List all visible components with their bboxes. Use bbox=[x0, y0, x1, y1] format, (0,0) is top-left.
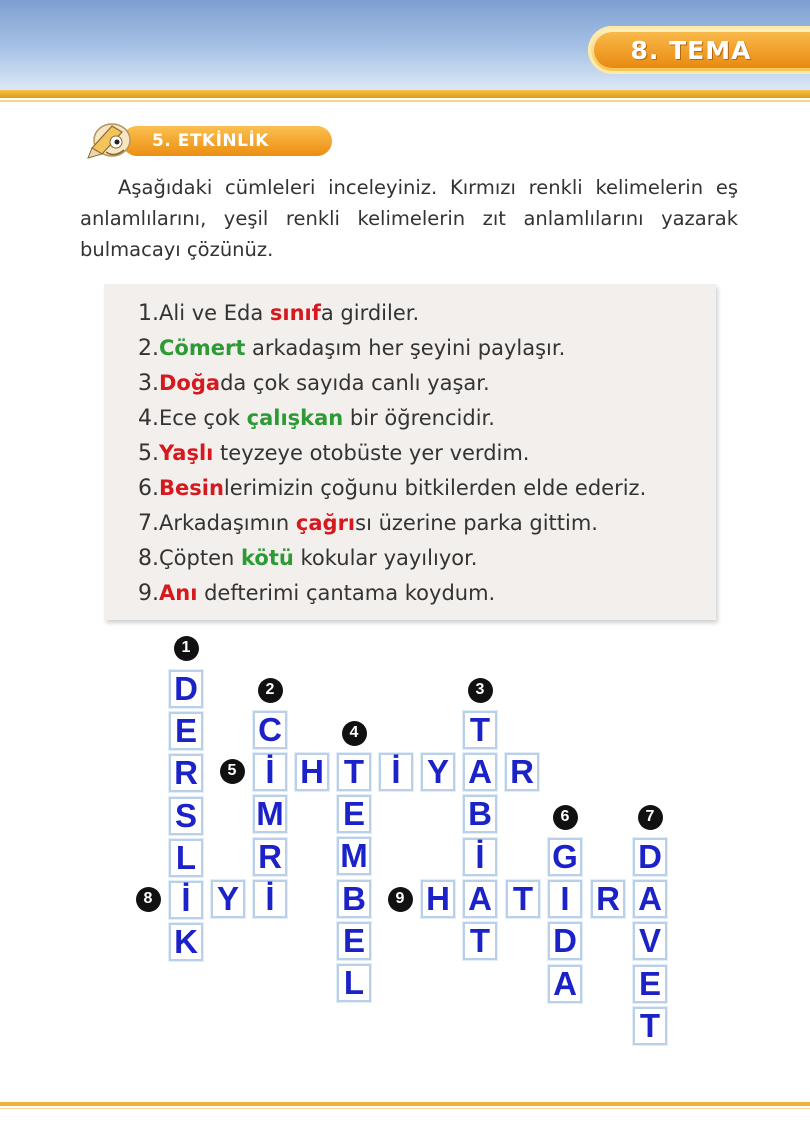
activity-pill bbox=[122, 126, 332, 156]
crossword-cell[interactable]: B bbox=[337, 880, 371, 918]
sentence-text-after: defterimi çantama koydum. bbox=[197, 581, 496, 605]
instruction-text: Aşağıdaki cümleleri inceleyiniz. Kırmızı renkli kelimelerin eş anlamlılarını, yeşil renkli kelimelerin zıt anlamlılarını yazarak bulmacayı çözünüz. bbox=[80, 176, 738, 261]
sentence-3 bbox=[138, 366, 646, 401]
activity-badge bbox=[82, 118, 304, 160]
crossword-cell[interactable]: S bbox=[169, 797, 203, 835]
sentence-text-after: bir öğrencidir. bbox=[343, 406, 495, 430]
sentence-text-before: Ece çok bbox=[159, 406, 247, 430]
crossword-cell[interactable]: L bbox=[169, 839, 203, 877]
sentence-list bbox=[138, 296, 646, 611]
crossword-cell[interactable]: I bbox=[548, 880, 582, 918]
header-rule-thin bbox=[0, 100, 810, 102]
clue-number-2: 2 bbox=[258, 678, 283, 703]
clue-number-3: 3 bbox=[468, 678, 493, 703]
crossword-cell[interactable]: R bbox=[505, 753, 539, 791]
crossword-cell[interactable]: Y bbox=[211, 880, 245, 918]
sentence-number: 4. bbox=[138, 406, 159, 431]
clue-number-1: 1 bbox=[174, 636, 199, 661]
pencil-mascot-icon bbox=[82, 118, 134, 160]
crossword-cell[interactable]: H bbox=[295, 753, 329, 791]
sentence-keyword: çalışkan bbox=[246, 406, 344, 430]
footer-rule-thin bbox=[0, 1108, 810, 1109]
sentence-number: 5. bbox=[138, 441, 159, 466]
sentence-keyword: sınıf bbox=[269, 301, 321, 325]
crossword-cell[interactable]: E bbox=[633, 965, 667, 1003]
crossword-cell[interactable]: T bbox=[463, 922, 497, 960]
sentence-text-after: da çok sayıda canlı yaşar. bbox=[220, 371, 490, 395]
sentence-number: 2. bbox=[138, 336, 159, 361]
crossword-cell[interactable]: T bbox=[506, 880, 540, 918]
crossword-cell[interactable]: M bbox=[337, 837, 371, 875]
crossword-cell[interactable]: A bbox=[633, 880, 667, 918]
sentence-9 bbox=[138, 576, 646, 611]
clue-number-4: 4 bbox=[342, 721, 367, 746]
sentence-2 bbox=[138, 331, 646, 366]
tema-tab bbox=[588, 26, 810, 74]
tema-label: 8. TEMA bbox=[630, 35, 752, 65]
sentence-number: 1. bbox=[138, 301, 159, 326]
crossword-cell[interactable]: L bbox=[337, 964, 371, 1002]
sentence-keyword: çağrı bbox=[295, 511, 356, 535]
crossword-cell[interactable]: D bbox=[633, 838, 667, 876]
crossword-cell[interactable]: R bbox=[253, 838, 287, 876]
crossword-cell[interactable]: V bbox=[633, 922, 667, 960]
sentence-text-after: teyzeye otobüste yer verdim. bbox=[213, 441, 530, 465]
sentence-1 bbox=[138, 296, 646, 331]
crossword-cell[interactable]: İ bbox=[379, 753, 413, 791]
sentence-keyword: kötü bbox=[240, 546, 294, 570]
sentence-text-after: kokular yayılıyor. bbox=[293, 546, 478, 570]
sentence-keyword: Anı bbox=[159, 581, 198, 605]
sentence-text-after: arkadaşım her şeyini paylaşır. bbox=[245, 336, 566, 360]
crossword-cell[interactable]: C bbox=[253, 711, 287, 749]
crossword-cell[interactable]: İ bbox=[463, 838, 497, 876]
crossword-cell[interactable]: B bbox=[463, 795, 497, 833]
crossword-cell[interactable]: İ bbox=[253, 880, 287, 918]
crossword-cell[interactable]: R bbox=[591, 880, 625, 918]
sentence-text-after: a girdiler. bbox=[320, 301, 420, 325]
crossword-cell[interactable]: A bbox=[463, 753, 497, 791]
footer-rule bbox=[0, 1102, 810, 1106]
tema-tab-inner bbox=[594, 32, 810, 68]
sentence-7 bbox=[138, 506, 646, 541]
sentence-keyword: Yaşlı bbox=[159, 441, 214, 465]
sentence-keyword: Cömert bbox=[159, 336, 246, 360]
sentence-4 bbox=[138, 401, 646, 436]
sentence-keyword: Doğa bbox=[159, 371, 221, 395]
crossword-cell[interactable]: D bbox=[548, 922, 582, 960]
sentence-text-after: sı üzerine parka gittim. bbox=[355, 511, 598, 535]
sentence-5 bbox=[138, 436, 646, 471]
crossword-cell[interactable]: H bbox=[421, 880, 455, 918]
crossword-cell[interactable]: T bbox=[633, 1007, 667, 1045]
sentence-6 bbox=[138, 471, 646, 506]
sentences-card bbox=[104, 284, 716, 620]
sentence-text-before: Çöpten bbox=[159, 546, 241, 570]
sentence-keyword: Besin bbox=[159, 476, 224, 500]
crossword-cell[interactable]: R bbox=[169, 754, 203, 792]
crossword-cell[interactable]: E bbox=[337, 922, 371, 960]
sentence-number: 6. bbox=[138, 476, 159, 501]
header-rule bbox=[0, 90, 810, 98]
activity-label: 5. ETKİNLİK bbox=[152, 131, 269, 151]
clue-number-6: 6 bbox=[553, 805, 578, 830]
crossword-cell[interactable]: T bbox=[337, 753, 371, 791]
crossword-cell[interactable]: A bbox=[463, 880, 497, 918]
crossword-cell[interactable]: D bbox=[169, 670, 203, 708]
sentence-number: 9. bbox=[138, 581, 159, 606]
crossword-cell[interactable]: G bbox=[548, 838, 582, 876]
sentence-number: 3. bbox=[138, 371, 159, 396]
sentence-number: 8. bbox=[138, 546, 159, 571]
crossword-cell[interactable]: E bbox=[337, 795, 371, 833]
clue-number-8: 8 bbox=[136, 887, 161, 912]
sentence-number: 7. bbox=[138, 511, 159, 536]
crossword-cell[interactable]: T bbox=[463, 711, 497, 749]
crossword-cell[interactable]: İ bbox=[253, 753, 287, 791]
crossword-cell[interactable]: K bbox=[169, 923, 203, 961]
sentence-8 bbox=[138, 541, 646, 576]
sentence-text-before: Arkadaşımın bbox=[159, 511, 296, 535]
clue-number-5: 5 bbox=[220, 759, 245, 784]
clue-number-9: 9 bbox=[388, 887, 413, 912]
crossword-cell[interactable]: Y bbox=[421, 753, 455, 791]
crossword-cell[interactable]: İ bbox=[169, 881, 203, 919]
sentence-text-before: Ali ve Eda bbox=[159, 301, 270, 325]
clue-number-7: 7 bbox=[638, 805, 663, 830]
crossword-cell[interactable]: M bbox=[253, 795, 287, 833]
crossword-cell[interactable]: A bbox=[548, 965, 582, 1003]
crossword-cell[interactable]: E bbox=[169, 712, 203, 750]
sentence-text-after: lerimizin çoğunu bitkilerden elde ederiz. bbox=[223, 476, 647, 500]
